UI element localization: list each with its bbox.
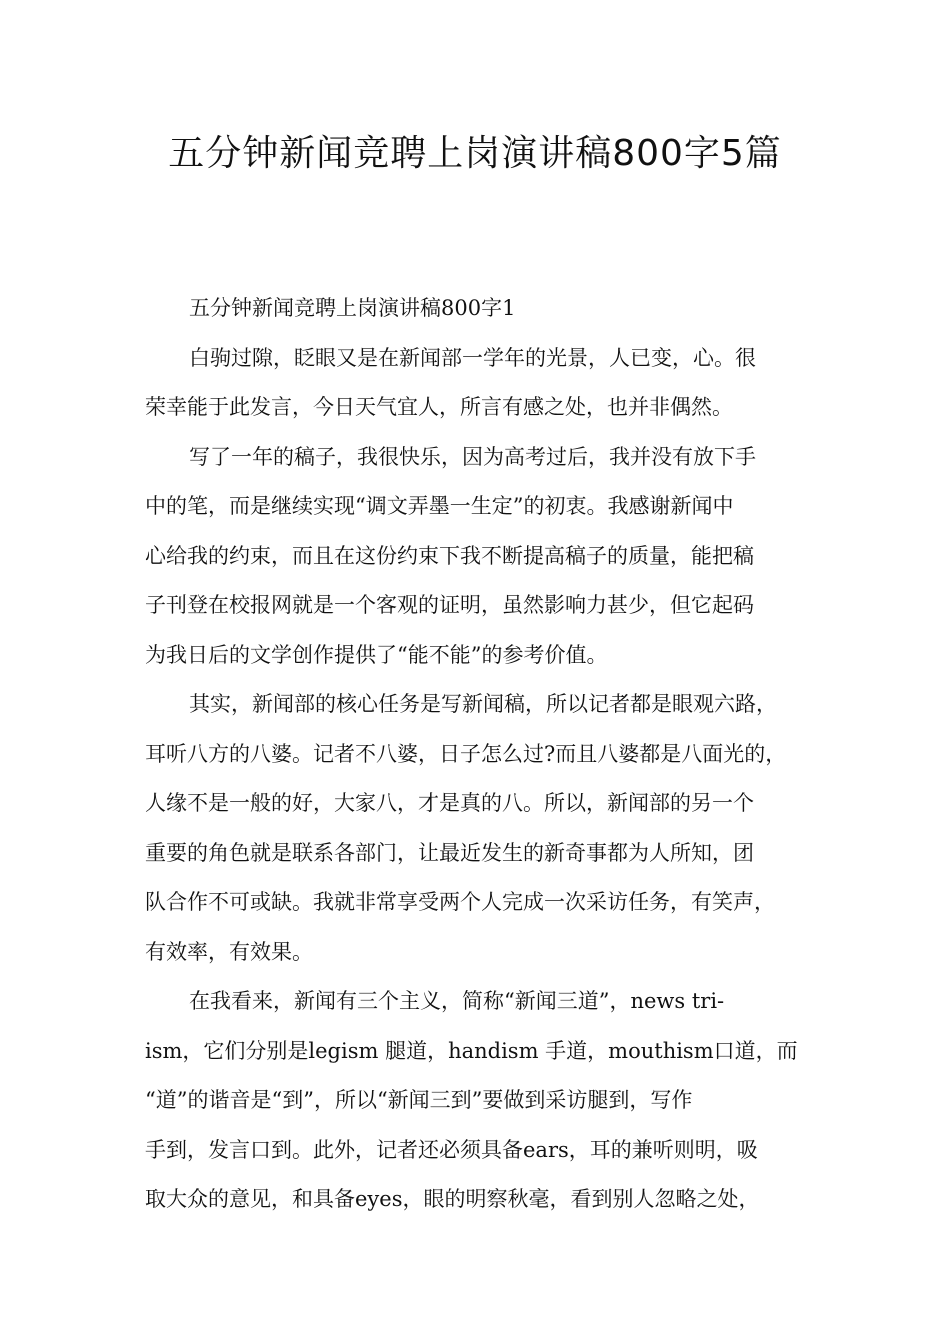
- paragraph-line: 手到，发言口到。此外，记者还必须具备ears，耳的兼听则明，吸: [145, 1137, 758, 1162]
- paragraph-line: ism，它们分别是legism 腿道，handism 手道，mouthism口道，而: [145, 1038, 798, 1063]
- paragraph-line: 为我日后的文学创作提供了“能不能”的参考价值。: [145, 642, 608, 667]
- paragraph-line: 心给我的约束，而且在这份约束下我不断提高稿子的质量，能把稿: [145, 543, 754, 568]
- section-heading: 五分钟新闻竞聘上岗演讲稿800字1: [189, 296, 516, 320]
- document-body: [145, 284, 830, 1225]
- document-title: 五分钟新闻竞聘上岗演讲稿800字5篇: [168, 133, 782, 174]
- paragraph-line: 中的笔，而是继续实现“调文弄墨一生定”的初衷。我感谢新闻中: [145, 494, 734, 518]
- paragraph-line: 写了一年的稿子，我很快乐，因为高考过后，我并没有放下手: [189, 444, 756, 469]
- paragraph-line: 耳听八方的八婆。记者不八婆，日子怎么过?而且八婆都是八面光的，: [145, 741, 787, 766]
- paragraph-line: 在我看来，新闻有三个主义，简称“新闻三道”，news tri-: [189, 989, 725, 1013]
- paragraph-line: 取大众的意见，和具备eyes，眼的明察秋毫，看到别人忽略之处，: [145, 1187, 760, 1211]
- paragraph-line: “道”的谐音是“到”，所以“新闻三到”要做到采访腿到，写作: [145, 1088, 693, 1112]
- paragraph-line: 白驹过隙，眨眼又是在新闻部一学年的光景，人已变，心。很: [189, 345, 756, 370]
- paragraph-line: 队合作不可或缺。我就非常享受两个人完成一次采访任务，有笑声，: [145, 890, 775, 914]
- paragraph-line: 子刊登在校报网就是一个客观的证明，虽然影响力甚少，但它起码: [145, 593, 754, 617]
- paragraph-line: 有效率，有效果。: [145, 939, 313, 964]
- paragraph-line: 重要的角色就是联系各部门，让最近发生的新奇事都为人所知，团: [145, 840, 754, 865]
- paragraph-line: 荣幸能于此发言，今日天气宜人，所言有感之处，也并非偶然。: [145, 395, 733, 419]
- paragraph-line: 人缘不是一般的好，大家八，才是真的八。所以，新闻部的另一个: [145, 791, 754, 815]
- paragraph-line: 其实，新闻部的核心任务是写新闻稿，所以记者都是眼观六路，: [189, 692, 777, 716]
